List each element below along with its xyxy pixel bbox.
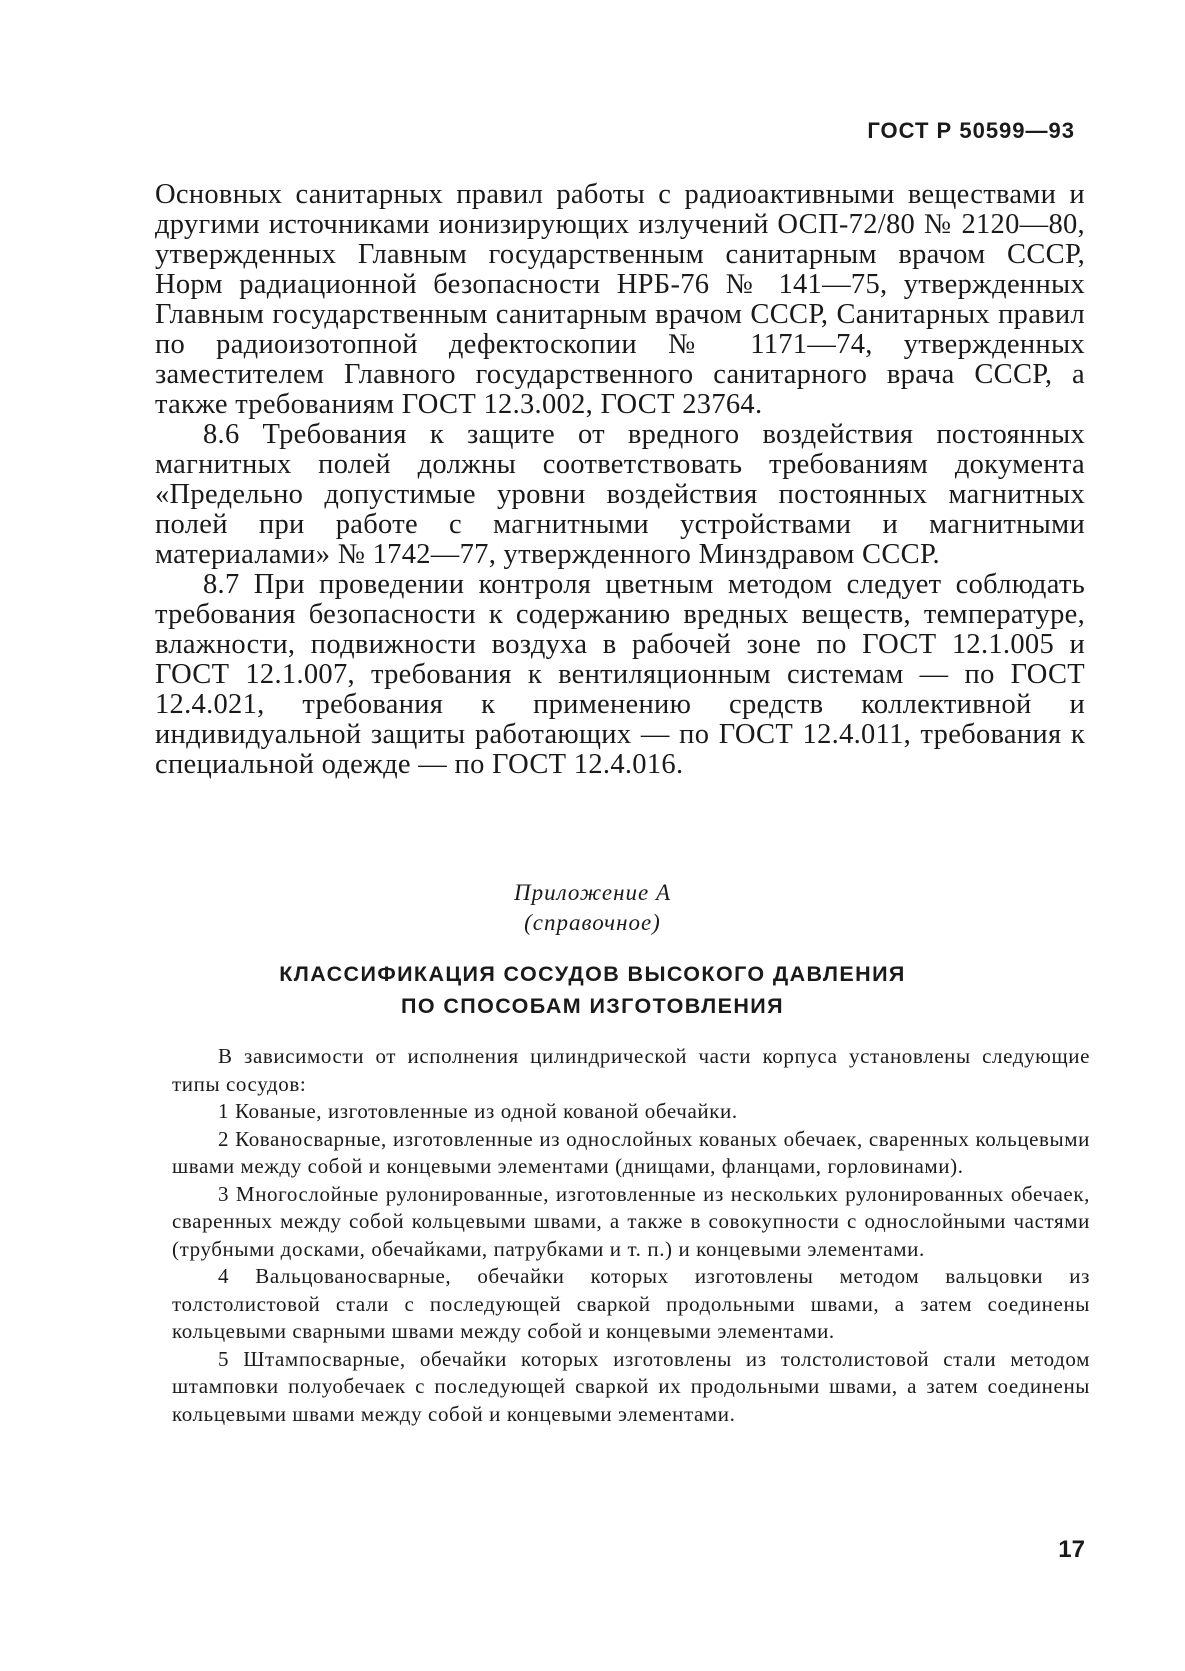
appendix-intro: В зависимости от исполнения цилиндрической части корпуса установлены следующие типы сосудов:: [172, 1044, 1090, 1096]
paragraph-8-6: 8.6 Требования к защите от вредного воздействия постоянных магнитных полей должны соответствовать требованиям документа «Предельно допустимые уровни воздействия постоянных магнитных полей при работе с магнитными устройствами и магнитными материалами» № 1742—77, утвержденного Минздравом СССР.: [155, 419, 1085, 570]
appendix-type: (справочное): [524, 910, 661, 935]
appendix-item-2: 2 Кованосварные, изготовленные из однослойных кованых обечаек, сваренных кольцевыми швами между собой и концевыми элементами (днищами, фланцами, горловинами).: [172, 1126, 1090, 1178]
appendix-label: Приложение А: [513, 880, 672, 905]
appendix-item-3: 3 Многослойные рулонированные, изготовленные из нескольких рулонированных обечаек, сваренных между собой кольцевыми швами, а также в совокупности с однослойными частями (трубными досками, обечайками, патрубками и т. п.) и концевыми элементами.: [172, 1181, 1090, 1261]
appendix-title-line1: КЛАССИФИКАЦИЯ СОСУДОВ ВЫСОКОГО ДАВЛЕНИЯ: [279, 962, 906, 986]
paragraph-continuation: Основных санитарных правил работы с радиоактивными веществами и другими источниками ионизирующих излучений ОСП-72/80 № 2120—80, утвержденных Главным государственным санитарным врачом СССР, Норм радиационной безопасности НРБ-76 № 141—75, утвержденных Главным государственным санитарным врачом СССР, Санитарных правил по радиоизотопной дефектоскопии № 1171—74, утвержденных заместителем Главного государственного санитарного врача СССР, а также требованиям ГОСТ 12.3.002, ГОСТ 23764.: [155, 179, 1085, 420]
appendix-item-5: 5 Штампосварные, обечайки которых изготовлены из толстолистовой стали методом штамповки полуобечаек с последующей сваркой их продольными швами, а затем соединены кольцевыми швами между собой и концевыми элементами.: [172, 1346, 1090, 1426]
paragraph-8-7: 8.7 При проведении контроля цветным методом следует соблюдать требования безопасности к содержанию вредных веществ, температуре, влажности, подвижности воздуха в рабочей зоне по ГОСТ 12.1.005 и ГОСТ 12.1.007, требования к вентиляционным системам — по ГОСТ 12.4.021, требования к применению средств коллективной и индивидуальной защиты работающих — по ГОСТ 12.4.011, требования к специальной одежде — по ГОСТ 12.4.016.: [155, 569, 1085, 780]
page-number: 17: [1058, 1536, 1085, 1563]
main-text-block: [155, 180, 1085, 780]
document-header: ГОСТ Р 50599—93: [867, 118, 1075, 143]
appendix-title-line2: ПО СПОСОБАМ ИЗГОТОВЛЕНИЯ: [401, 994, 784, 1018]
appendix-text-block: [172, 1043, 1090, 1428]
appendix-item-4: 4 Вальцованосварные, обечайки которых изготовлены методом вальцовки из толстолистовой стали с последующей сваркой продольными швами, а затем соединены кольцевыми сварными швами между собой и концевыми элементами.: [172, 1264, 1090, 1343]
appendix-item-1: 1 Кованые, изготовленные из одной кованой обечайки.: [218, 1099, 738, 1123]
